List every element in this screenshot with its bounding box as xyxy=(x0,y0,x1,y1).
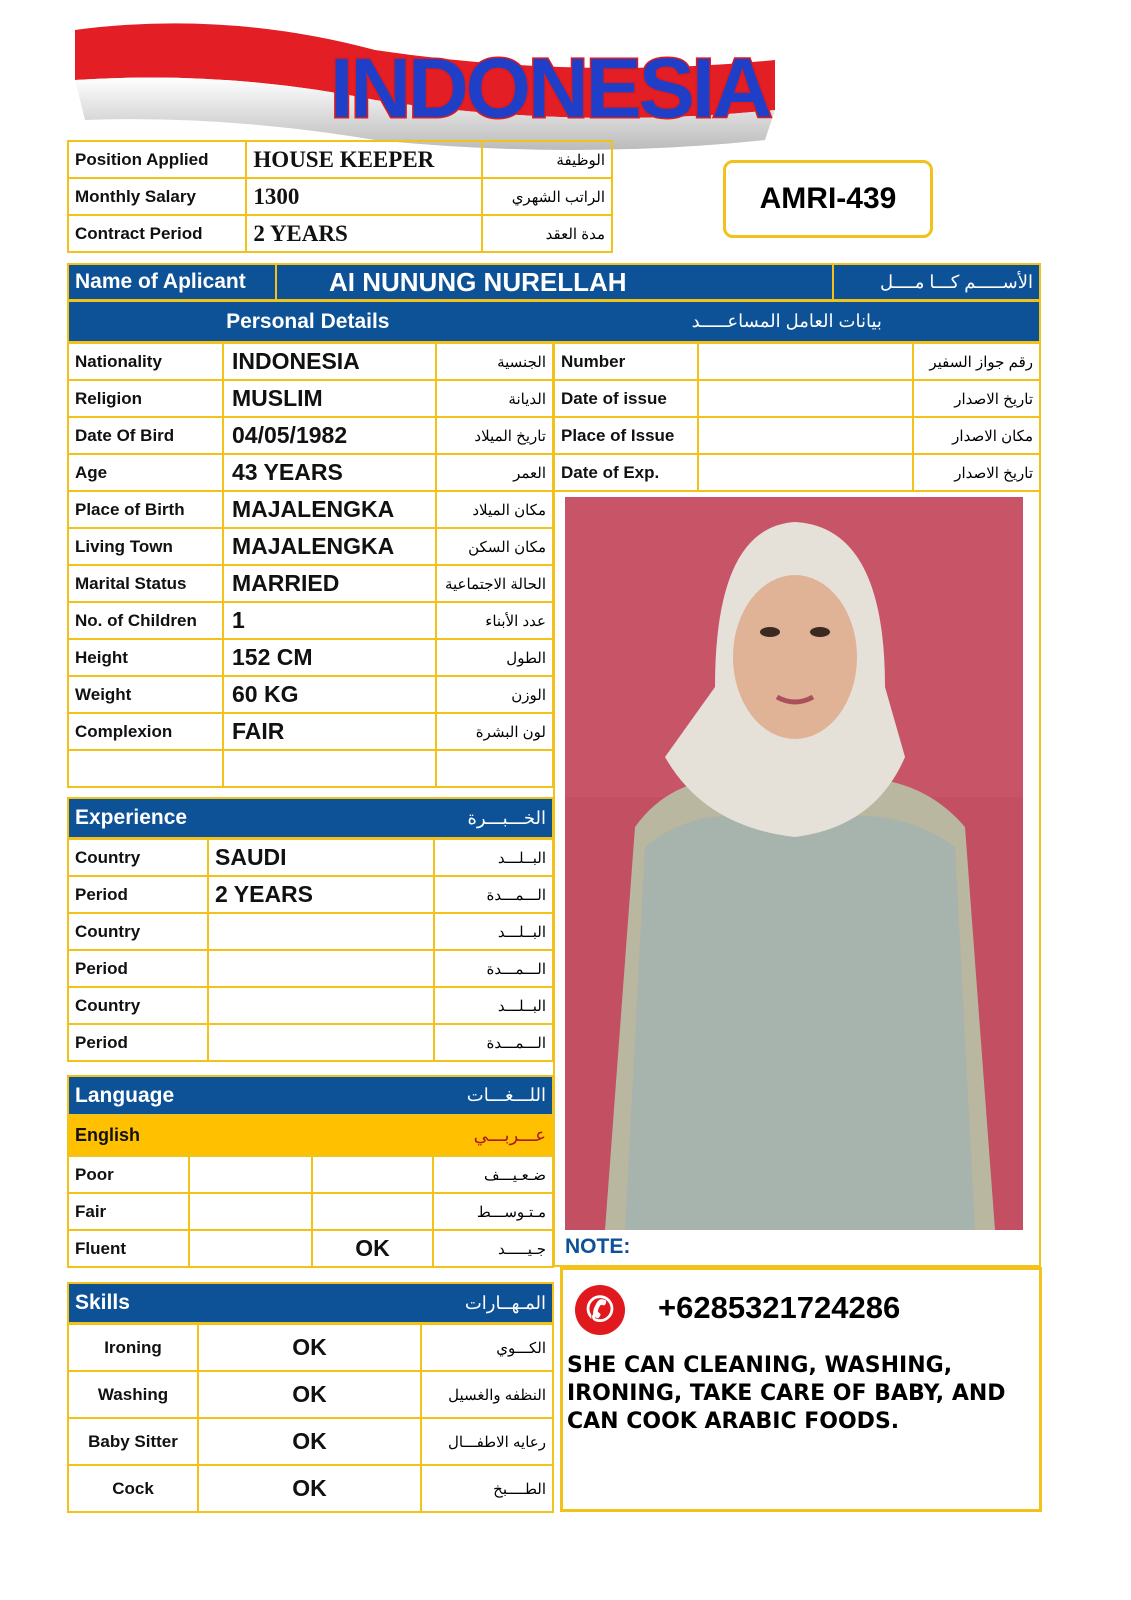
personal-row-ar: تاريخ الميلاد xyxy=(436,417,553,454)
skill-row-ar: الكـــوي xyxy=(421,1324,553,1371)
experience-row xyxy=(68,876,553,913)
experience-row-value xyxy=(208,1024,434,1061)
personal-row xyxy=(68,491,553,528)
top-row-ar: الوظيفة xyxy=(482,141,612,178)
experience-row xyxy=(68,987,553,1024)
language-row xyxy=(68,1193,553,1230)
passport-row xyxy=(554,380,1040,417)
passport-row xyxy=(554,417,1040,454)
applicant-name-bar xyxy=(67,263,1041,301)
personal-row-value: MARRIED xyxy=(223,565,436,602)
personal-row-value: FAIR xyxy=(223,713,436,750)
personal-row-ar: مكان الميلاد xyxy=(436,491,553,528)
language-header xyxy=(67,1075,554,1116)
passport-row xyxy=(554,343,1040,380)
personal-row-value: INDONESIA xyxy=(223,343,436,380)
passport-table xyxy=(553,342,1041,492)
note-text: SHE CAN CLEANING, WASHING, IRONING, TAKE CARE OF BABY, AND CAN COOK ARABIC FOODS. xyxy=(567,1353,1006,1434)
passport-row-label: Number xyxy=(554,343,698,380)
personal-row xyxy=(68,380,553,417)
experience-row-label: Country xyxy=(68,987,208,1024)
passport-row-ar: تاريخ الاصدار xyxy=(913,454,1040,491)
experience-row-ar: البــلـــد xyxy=(434,987,553,1024)
personal-row-value: 43 YEARS xyxy=(223,454,436,491)
personal-row-label: Nationality xyxy=(68,343,223,380)
passport-row-value xyxy=(698,343,913,380)
experience-row-label: Country xyxy=(68,839,208,876)
experience-row-value: SAUDI xyxy=(208,839,434,876)
passport-row-value xyxy=(698,454,913,491)
language-subheader xyxy=(67,1115,554,1156)
english-label: English xyxy=(75,1125,141,1145)
skill-row-value: OK xyxy=(198,1418,421,1465)
skills-header xyxy=(67,1282,554,1324)
skill-row xyxy=(68,1371,553,1418)
personal-row-label: Marital Status xyxy=(68,565,223,602)
personal-row-ar: الحالة الاجتماعية xyxy=(436,565,553,602)
passport-row-label: Place of Issue xyxy=(554,417,698,454)
experience-row-label: Country xyxy=(68,913,208,950)
personal-row-label: Living Town xyxy=(68,528,223,565)
phone-number: +6285321724286 xyxy=(658,1290,901,1325)
language-row-ar: مـتـوســـط xyxy=(433,1193,553,1230)
experience-header xyxy=(67,797,554,839)
name-label-ar: الأســـــم كـــا مــــل xyxy=(832,265,1039,299)
skill-row-label: Cock xyxy=(68,1465,198,1512)
experience-row-value xyxy=(208,913,434,950)
passport-row-value xyxy=(698,380,913,417)
passport-row-label: Date of Exp. xyxy=(554,454,698,491)
top-row-label: Monthly Salary xyxy=(68,178,246,215)
personal-row-ar: العمر xyxy=(436,454,553,491)
personal-row xyxy=(68,713,553,750)
language-row-label: Poor xyxy=(68,1156,189,1193)
passport-row-ar: تاريخ الاصدار xyxy=(913,380,1040,417)
personal-details-label-ar: بيانات العامل المساعـــــد xyxy=(691,311,882,331)
skills-label-ar: المـهــارات xyxy=(464,1292,546,1313)
skill-row xyxy=(68,1465,553,1512)
personal-row xyxy=(68,676,553,713)
top-row-ar: الراتب الشهري xyxy=(482,178,612,215)
personal-row-value: 1 xyxy=(223,602,436,639)
country-title: INDONESIA xyxy=(330,41,770,135)
language-row-english xyxy=(189,1230,312,1267)
personal-row xyxy=(68,528,553,565)
personal-row-value: MAJALENGKA xyxy=(223,491,436,528)
personal-row-ar xyxy=(436,750,553,787)
language-row-arabic: OK xyxy=(312,1230,433,1267)
passport-row xyxy=(554,454,1040,491)
personal-row-label: Place of Birth xyxy=(68,491,223,528)
language-row-arabic xyxy=(312,1156,433,1193)
experience-row-value xyxy=(208,987,434,1024)
skill-row-value: OK xyxy=(198,1371,421,1418)
personal-row-value xyxy=(223,750,436,787)
passport-row-value xyxy=(698,417,913,454)
language-row-ar: ضـعـيـــف xyxy=(433,1156,553,1193)
skills-table xyxy=(67,1323,554,1513)
language-row-label: Fair xyxy=(68,1193,189,1230)
experience-row-ar: الـــمـــدة xyxy=(434,1024,553,1061)
personal-row xyxy=(68,454,553,491)
personal-row-value: MAJALENGKA xyxy=(223,528,436,565)
skill-row-ar: الطــــبخ xyxy=(421,1465,553,1512)
experience-row-ar: البــلـــد xyxy=(434,839,553,876)
language-label-ar: اللـــغـــات xyxy=(466,1085,546,1105)
personal-row-label: Complexion xyxy=(68,713,223,750)
position-table xyxy=(67,140,613,253)
personal-row-value: 04/05/1982 xyxy=(223,417,436,454)
applicant-photo xyxy=(565,497,1023,1230)
personal-row-label: Weight xyxy=(68,676,223,713)
skill-row-value: OK xyxy=(198,1324,421,1371)
name-label: Name of Aplicant xyxy=(69,265,277,299)
skill-row-label: Washing xyxy=(68,1371,198,1418)
experience-label-ar: الخـــبـــرة xyxy=(467,807,546,828)
passport-row-ar: مكان الاصدار xyxy=(913,417,1040,454)
personal-row-ar: الوزن xyxy=(436,676,553,713)
language-table xyxy=(67,1155,554,1268)
personal-table xyxy=(67,342,554,788)
language-row-label: Fluent xyxy=(68,1230,189,1267)
top-row-ar: مدة العقد xyxy=(482,215,612,252)
experience-row-value xyxy=(208,950,434,987)
applicant-name: AI NUNUNG NURELLAH xyxy=(329,266,627,297)
personal-row xyxy=(68,565,553,602)
experience-row-label: Period xyxy=(68,1024,208,1061)
language-label: Language xyxy=(75,1083,175,1107)
language-row xyxy=(68,1156,553,1193)
experience-row xyxy=(68,950,553,987)
top-row-value: 2 YEARS xyxy=(246,215,482,252)
experience-row xyxy=(68,839,553,876)
personal-row-label: Date Of Bird xyxy=(68,417,223,454)
passport-row-label: Date of issue xyxy=(554,380,698,417)
phone-icon: ✆ xyxy=(575,1285,625,1335)
experience-row-ar: البــلـــد xyxy=(434,913,553,950)
personal-row-label: Age xyxy=(68,454,223,491)
skills-label: Skills xyxy=(75,1291,130,1314)
experience-row-value: 2 YEARS xyxy=(208,876,434,913)
experience-row-label: Period xyxy=(68,950,208,987)
personal-details-header xyxy=(67,300,1041,343)
experience-label: Experience xyxy=(75,806,188,829)
personal-row-label: No. of Children xyxy=(68,602,223,639)
reference-code: AMRI-439 xyxy=(723,160,933,238)
top-row-value: HOUSE KEEPER xyxy=(246,141,482,178)
personal-row-value: MUSLIM xyxy=(223,380,436,417)
experience-row-ar: الـــمـــدة xyxy=(434,876,553,913)
language-row-arabic xyxy=(312,1193,433,1230)
personal-row-ar: الديانة xyxy=(436,380,553,417)
personal-row xyxy=(68,639,553,676)
passport-row-ar: رقم جواز السفير xyxy=(913,343,1040,380)
language-row xyxy=(68,1230,553,1267)
skill-row xyxy=(68,1324,553,1371)
top-row-label: Contract Period xyxy=(68,215,246,252)
skill-row-value: OK xyxy=(198,1465,421,1512)
personal-row-ar: لون البشرة xyxy=(436,713,553,750)
personal-details-label: Personal Details xyxy=(226,309,390,333)
personal-row-label: Height xyxy=(68,639,223,676)
top-row xyxy=(68,141,612,178)
experience-table xyxy=(67,838,554,1062)
personal-row-ar: مكان السكن xyxy=(436,528,553,565)
personal-row-ar: الجنسية xyxy=(436,343,553,380)
personal-row-ar: عدد الأبناء xyxy=(436,602,553,639)
skill-row-label: Baby Sitter xyxy=(68,1418,198,1465)
experience-row-ar: الـــمـــدة xyxy=(434,950,553,987)
note-label: NOTE: xyxy=(565,1235,631,1258)
experience-row xyxy=(68,1024,553,1061)
experience-row xyxy=(68,913,553,950)
personal-row xyxy=(68,602,553,639)
personal-row xyxy=(68,417,553,454)
personal-row-ar: الطول xyxy=(436,639,553,676)
top-row-value: 1300 xyxy=(246,178,482,215)
skill-row-label: Ironing xyxy=(68,1324,198,1371)
personal-row xyxy=(68,343,553,380)
skill-row-ar: رعايه الاطفـــال xyxy=(421,1418,553,1465)
language-row-english xyxy=(189,1193,312,1230)
language-row-english xyxy=(189,1156,312,1193)
personal-row-label: Religion xyxy=(68,380,223,417)
top-row xyxy=(68,215,612,252)
top-row-label: Position Applied xyxy=(68,141,246,178)
arabic-label: عـــربـــي xyxy=(473,1125,546,1145)
experience-row-label: Period xyxy=(68,876,208,913)
skill-row xyxy=(68,1418,553,1465)
personal-row-value: 152 CM xyxy=(223,639,436,676)
language-row-ar: جـيـــــد xyxy=(433,1230,553,1267)
skill-row-ar: النظفه والغسيل xyxy=(421,1371,553,1418)
personal-row-value: 60 KG xyxy=(223,676,436,713)
top-row xyxy=(68,178,612,215)
personal-row xyxy=(68,750,553,787)
personal-row-label xyxy=(68,750,223,787)
